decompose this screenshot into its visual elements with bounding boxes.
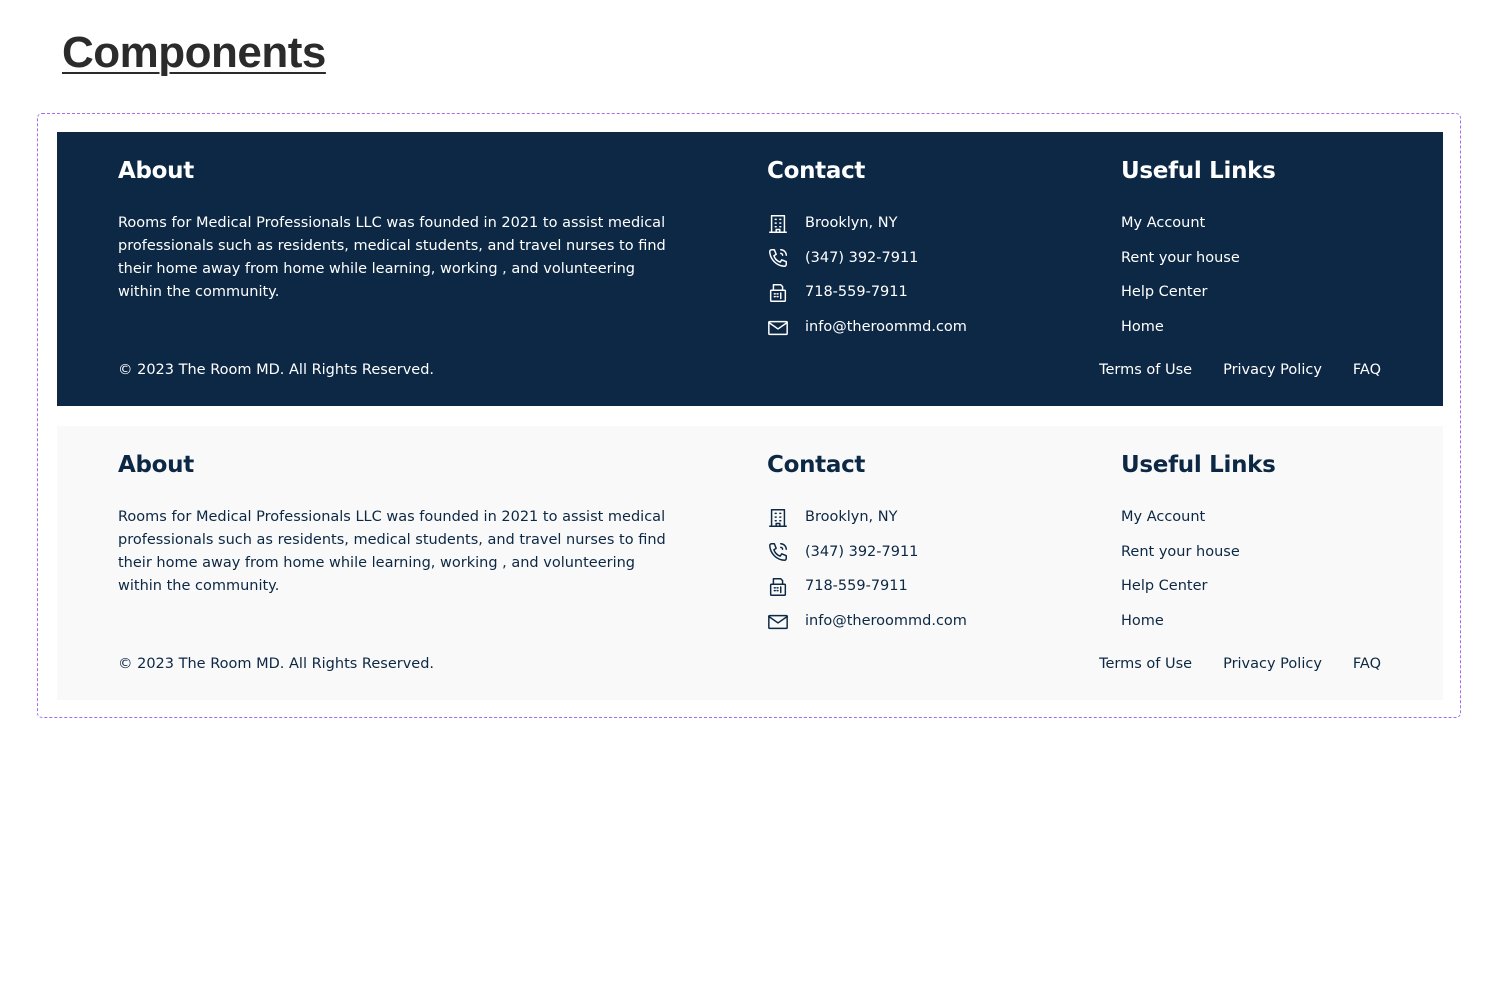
contact-item-fax — [767, 575, 967, 598]
useful-links-heading: Useful Links — [1121, 452, 1276, 478]
contact-item-phone[interactable] — [767, 247, 967, 270]
link-terms-of-use[interactable]: Terms of Use — [1099, 362, 1193, 378]
useful-links-list — [1121, 506, 1240, 645]
contact-item-address — [767, 212, 967, 235]
link-terms-of-use[interactable]: Terms of Use — [1099, 656, 1193, 672]
link-privacy-policy[interactable]: Privacy Policy — [1223, 656, 1322, 672]
contact-phone[interactable]: (347) 392-7911 — [805, 249, 919, 266]
link-rent-your-house[interactable]: Rent your house — [1121, 543, 1240, 560]
contact-email[interactable]: info@theroommd.com — [805, 613, 967, 630]
about-text: Rooms for Medical Professionals LLC was founded in 2021 to assist medical professionals such as residents, medical students, and travel nurses to find their home away from home while learning, working , and volunteering within the community. — [118, 215, 666, 300]
contact-phone[interactable]: (347) 392-7911 — [805, 543, 919, 560]
about-heading: About — [118, 452, 194, 478]
legal-links — [1099, 654, 1381, 674]
link-my-account[interactable]: My Account — [1121, 215, 1206, 231]
contact-email[interactable]: info@theroommd.com — [805, 319, 967, 336]
page-title: Components — [62, 28, 326, 77]
contact-heading: Contact — [767, 452, 866, 478]
link-faq[interactable]: FAQ — [1352, 656, 1381, 672]
fax-icon — [767, 281, 791, 304]
legal-links — [1099, 360, 1381, 380]
footer-dark — [57, 132, 1443, 406]
contact-address: Brooklyn, NY — [805, 215, 898, 231]
contact-item-email[interactable] — [767, 610, 967, 633]
contact-item-email[interactable] — [767, 316, 967, 339]
link-rent-your-house[interactable]: Rent your house — [1121, 249, 1240, 266]
link-help-center[interactable]: Help Center — [1121, 284, 1208, 301]
contact-item-phone[interactable] — [767, 541, 967, 564]
about-text: Rooms for Medical Professionals LLC was founded in 2021 to assist medical professionals such as residents, medical students, and travel nurses to find their home away from home while learning, working , and volunteering within the community. — [118, 509, 666, 594]
useful-links-heading: Useful Links — [1121, 158, 1276, 184]
contact-item-fax — [767, 281, 967, 304]
link-faq[interactable]: FAQ — [1352, 362, 1381, 378]
footer-light — [57, 426, 1443, 700]
mail-icon — [767, 316, 791, 339]
contact-list — [767, 506, 967, 645]
fax-icon — [767, 575, 791, 598]
building-icon — [767, 212, 791, 235]
building-icon — [767, 506, 791, 529]
contact-fax: 718-559-7911 — [805, 284, 908, 301]
useful-links-list — [1121, 212, 1240, 351]
copyright-text: © 2023 The Room MD. All Rights Reserved. — [118, 362, 435, 378]
phone-icon — [767, 541, 791, 564]
link-home[interactable]: Home — [1121, 319, 1164, 336]
contact-list — [767, 212, 967, 351]
contact-fax: 718-559-7911 — [805, 578, 908, 595]
mail-icon — [767, 610, 791, 633]
copyright-text: © 2023 The Room MD. All Rights Reserved. — [118, 656, 435, 672]
link-my-account[interactable]: My Account — [1121, 509, 1206, 525]
contact-item-address — [767, 506, 967, 529]
link-privacy-policy[interactable]: Privacy Policy — [1223, 362, 1322, 378]
contact-address: Brooklyn, NY — [805, 509, 898, 525]
phone-icon — [767, 247, 791, 270]
link-help-center[interactable]: Help Center — [1121, 578, 1208, 595]
about-heading: About — [118, 158, 194, 184]
contact-heading: Contact — [767, 158, 866, 184]
link-home[interactable]: Home — [1121, 613, 1164, 630]
